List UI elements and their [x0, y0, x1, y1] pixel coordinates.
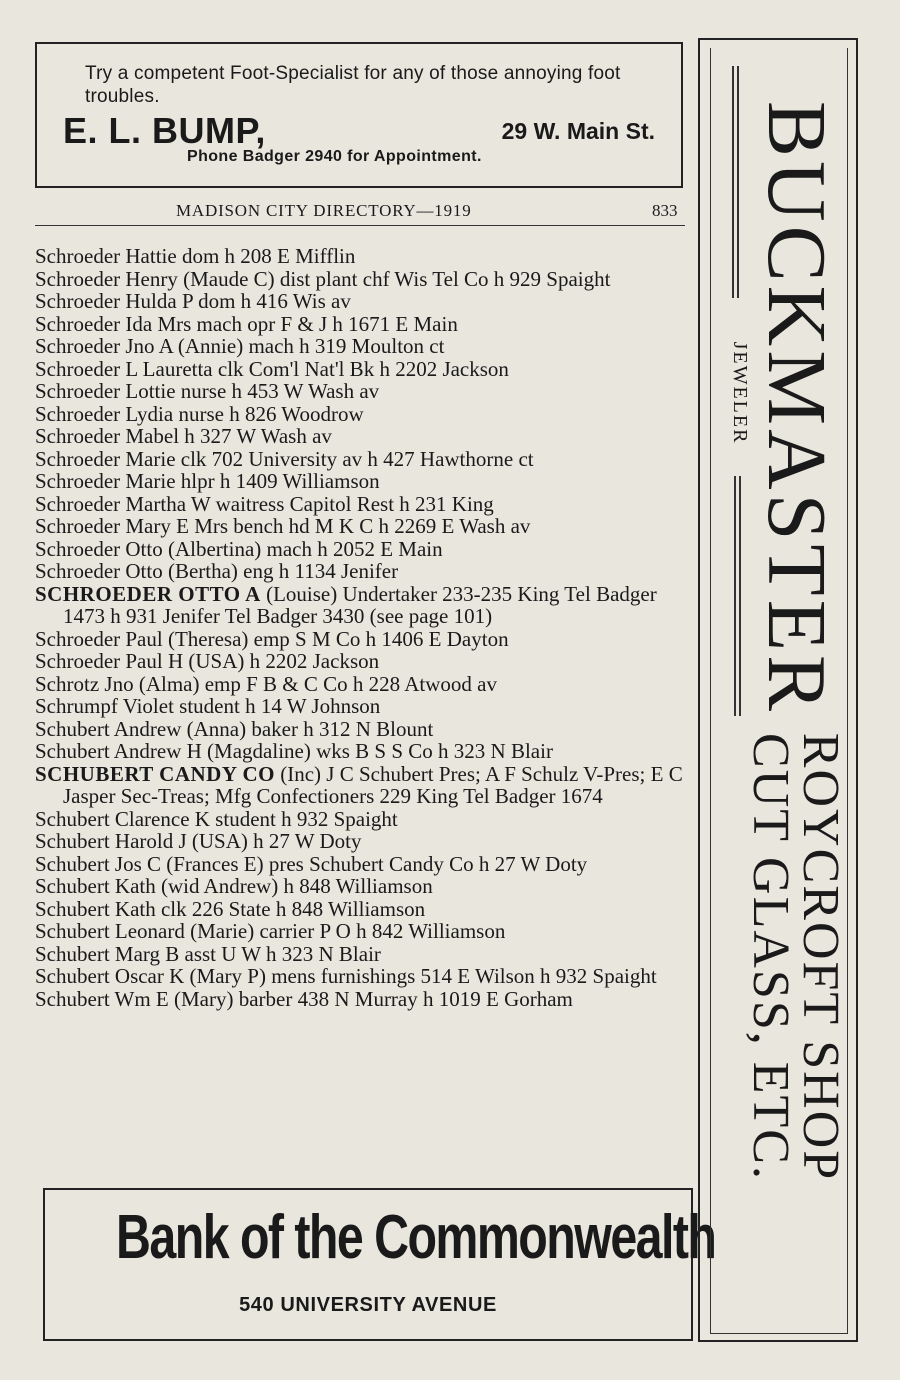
- header-rule: [35, 225, 685, 226]
- jeweler-name: BUCKMASTER: [750, 100, 843, 716]
- directory-entry: [35, 425, 690, 448]
- directory-entry: [35, 470, 690, 493]
- directory-entry: [35, 853, 690, 876]
- directory-entry: [35, 583, 690, 628]
- directory-entry: [35, 695, 690, 718]
- directory-entry: [35, 245, 690, 268]
- directory-entry: [35, 875, 690, 898]
- directory-entry: [35, 560, 690, 583]
- ad-rule: [732, 66, 734, 298]
- entry-text: Schrotz Jno (Alma) emp F B & C Co h 228 Atwood av: [35, 671, 497, 696]
- entry-text: Schroeder Paul H (USA) h 2202 Jackson: [35, 649, 380, 673]
- page-number: 833: [652, 201, 678, 220]
- directory-entry: [35, 740, 690, 763]
- ad-business-name: E. L. BUMP,: [63, 110, 266, 151]
- ad-address: 29 W. Main St.: [501, 118, 655, 144]
- entry-text: Schroeder Marie hlpr h 1409 Williamson: [35, 469, 380, 493]
- directory-entry: [35, 628, 690, 651]
- directory-entry: [35, 335, 690, 358]
- entry-text: Schrumpf Violet student h 14 W Johnson: [35, 694, 381, 718]
- entry-text: Schubert Kath (wid Andrew) h 848 Williamson: [35, 874, 433, 898]
- entry-text: Schroeder Jno A (Annie) mach h 319 Moulton ct: [35, 334, 445, 358]
- entry-text: Schubert Harold J (USA) h 27 W Doty: [35, 829, 362, 853]
- jeweler-trade: JEWELER: [729, 341, 751, 445]
- entry-text: Schubert Kath clk 226 State h 848 Williamson: [35, 896, 426, 921]
- directory-entry: [35, 448, 690, 471]
- entry-text: Schroeder Otto (Albertina) mach h 2052 E Main: [35, 536, 443, 561]
- entry-text: Schroeder Hulda P dom h 416 Wis av: [35, 289, 351, 313]
- directory-entry: [35, 290, 690, 313]
- entry-text: Schroeder Martha W waitress Capitol Rest h 231 King: [35, 491, 494, 516]
- entry-text: Schroeder Ida Mrs mach opr F & J h 1671 E Main: [35, 311, 458, 336]
- entry-text: Schroeder Otto (Bertha) eng h 1134 Jenifer: [35, 559, 399, 583]
- entry-text: (Inc) J C Schubert Pres; A F Schulz V-Pres; E C Jasper Sec-Treas; Mfg Confectioners 229 King Tel Badger 1674: [63, 761, 683, 808]
- bank-address: 540 UNIVERSITY AVENUE: [239, 1294, 497, 1316]
- directory-entry: [35, 763, 690, 808]
- entry-text: Schroeder Lottie nurse h 453 W Wash av: [35, 379, 380, 403]
- bank-name: Bank of the Commonwealth: [116, 1203, 716, 1272]
- entry-bold-name: SCHUBERT CANDY CO: [35, 761, 275, 786]
- directory-entry: [35, 515, 690, 538]
- running-header-title: MADISON CITY DIRECTORY—1919: [176, 201, 472, 220]
- directory-entry: [35, 808, 690, 831]
- entry-text: Schubert Clarence K student h 932 Spaight: [35, 806, 398, 831]
- entry-text: Schroeder Hattie dom h 208 E Mifflin: [35, 244, 356, 268]
- entry-text: Schubert Jos C (Frances E) pres Schubert Candy Co h 27 W Doty: [35, 851, 588, 876]
- directory-entry: [35, 358, 690, 381]
- directory-entry: [35, 650, 690, 673]
- entry-text: Schroeder Paul (Theresa) emp S M Co h 1406 E Dayton: [35, 626, 509, 651]
- entry-text: Schubert Oscar K (Mary P) mens furnishings 514 E Wilson h 932 Spaight: [35, 964, 657, 988]
- directory-entry: [35, 920, 690, 943]
- foot-specialist-advertisement: [35, 42, 683, 188]
- entry-text: Schroeder Lydia nurse h 826 Woodrow: [35, 401, 364, 426]
- bank-advertisement: [43, 1188, 716, 1341]
- ad-rule: [734, 476, 736, 716]
- entry-text: Schroeder L Lauretta clk Com'l Nat'l Bk h 2202 Jackson: [35, 356, 509, 381]
- directory-entry: [35, 380, 690, 403]
- directory-entry: [35, 673, 690, 696]
- entry-text: Schroeder Mary E Mrs bench hd M K C h 2269 E Wash av: [35, 514, 531, 538]
- directory-entry: [35, 898, 690, 921]
- entry-text: Schroeder Henry (Maude C) dist plant chf Wis Tel Co h 929 Spaight: [35, 266, 611, 291]
- entry-text: Schubert Leonard (Marie) carrier P O h 842 Williamson: [35, 919, 506, 943]
- roycroft-shop-line: ROYCROFT SHOP: [792, 732, 849, 1182]
- entry-text: Schroeder Marie clk 702 University av h 427 Hawthorne ct: [35, 446, 534, 471]
- entry-text: Schubert Andrew (Anna) baker h 312 N Blount: [35, 716, 434, 741]
- directory-entry: [35, 313, 690, 336]
- entry-text: Schroeder Mabel h 327 W Wash av: [35, 424, 332, 448]
- directory-entry: [35, 493, 690, 516]
- directory-entry: [35, 403, 690, 426]
- entry-text: Schubert Wm E (Mary) barber 438 N Murray h 1019 E Gorham: [35, 986, 573, 1011]
- directory-entry: [35, 965, 690, 988]
- directory-listings: [35, 245, 690, 1010]
- cut-glass-line: CUT GLASS, ETC.: [742, 733, 799, 1181]
- directory-entry: [35, 943, 690, 966]
- entry-text: Schubert Marg B asst U W h 323 N Blair: [35, 941, 381, 966]
- ad-phone: Phone Badger 2940 for Appointment.: [187, 148, 482, 165]
- entry-text: Schubert Andrew H (Magdaline) wks B S S Co h 323 N Blair: [35, 739, 553, 763]
- ad-tagline: Try a competent Foot-Specialist for any of those annoying foot troubles.: [85, 63, 621, 107]
- directory-entry: [35, 830, 690, 853]
- directory-entry: [35, 988, 690, 1011]
- entry-bold-name: SCHROEDER OTTO A: [35, 581, 261, 606]
- entry-text: (Louise) Undertaker 233-235 King Tel Badger 1473 h 931 Jenifer Tel Badger 3430 (see page 101): [63, 581, 657, 628]
- ad-rule: [737, 66, 739, 298]
- directory-entry: [35, 268, 690, 291]
- directory-entry: [35, 538, 690, 561]
- ad-rule: [739, 476, 741, 716]
- directory-entry: [35, 718, 690, 741]
